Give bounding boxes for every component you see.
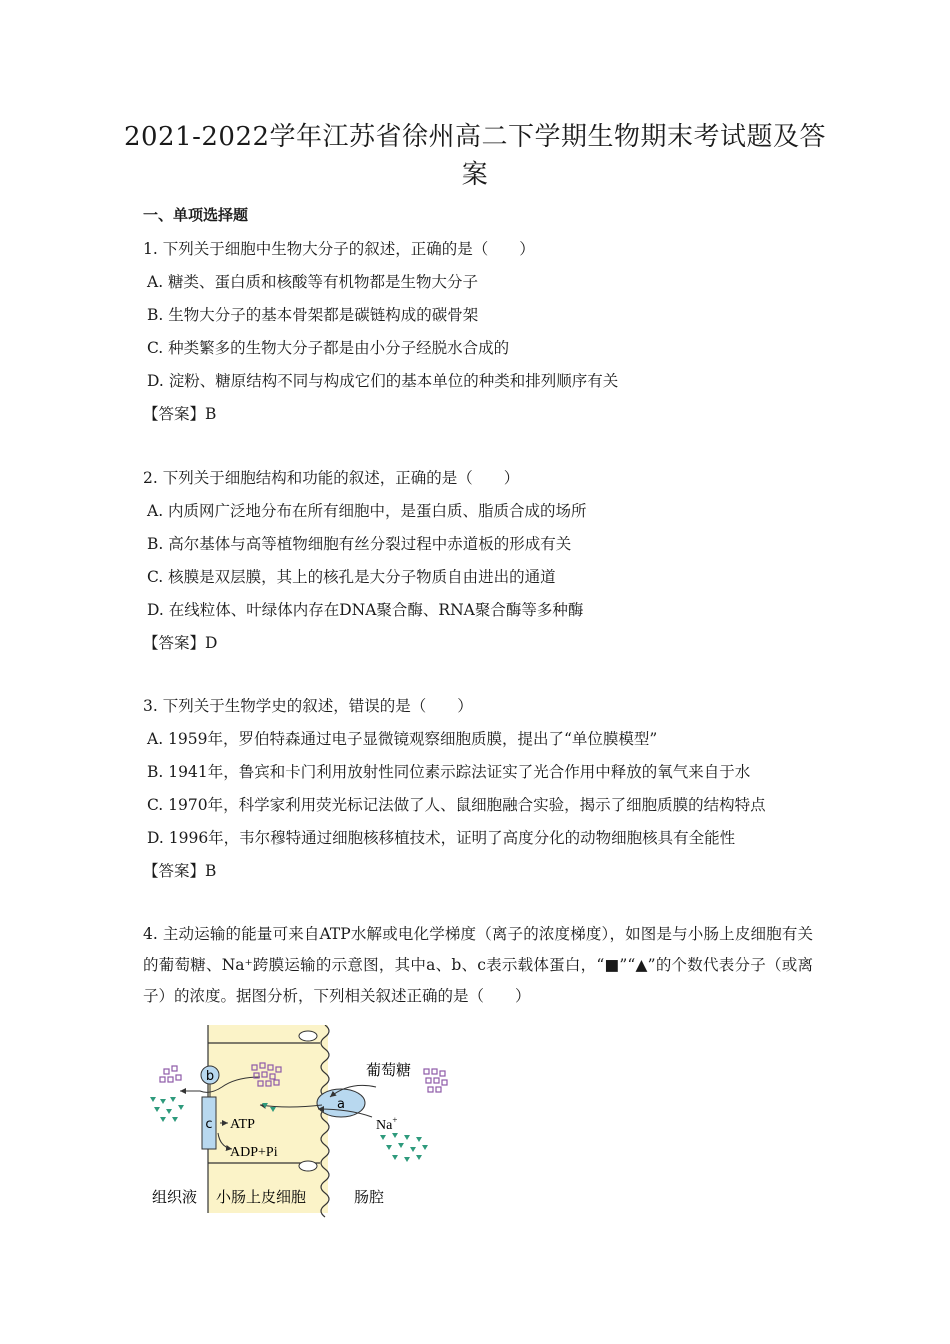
carrier-a-label: a [337,1097,345,1112]
question-1-option-c: C. 种类繁多的生物大分子都是由小分子经脱水合成的 [147,339,510,357]
tight-junction-top [299,1031,317,1041]
question-2-option-d: D. 在线粒体、叶绿体内存在DNA聚合酶、RNA聚合酶等多种酶 [147,601,584,619]
carrier-c-label: c [205,1117,213,1132]
question-1-stem: 1. 下列关于细胞中生物大分子的叙述，正确的是（ ） [143,240,535,258]
question-2-option-a: A. 内质网广泛地分布在所有细胞中，是蛋白质、脂质合成的场所 [147,502,587,520]
question-2-option-b: B. 高尔基体与高等植物细胞有丝分裂过程中赤道板的形成有关 [147,535,572,553]
question-3-answer: 【答案】B [143,862,217,880]
glucose-molecules-tissue [160,1066,181,1082]
question-2-stem: 2. 下列关于细胞结构和功能的叙述，正确的是（ ） [143,469,520,487]
section-heading: 一、单项选择题 [143,206,249,224]
adp-label: ADP+Pi [230,1145,278,1160]
tight-junction-bottom [299,1161,317,1171]
epithelial-cell-body [205,1025,328,1213]
question-3-option-a: A. 1959年，罗伯特森通过电子显微镜观察细胞质膜，提出了“单位膜模型” [147,730,658,748]
question-1-option-d: D. 淀粉、糖原结构不同与构成它们的基本单位的种类和排列顺序有关 [147,372,619,390]
question-3-stem: 3. 下列关于生物学史的叙述，错误的是（ ） [143,697,473,715]
membrane-transport-diagram [140,1025,460,1220]
sodium-label [376,1115,397,1133]
tissue-fluid-label: 组织液 [152,1188,198,1206]
question-2-option-c: C. 核膜是双层膜，其上的核孔是大分子物质自由进出的通道 [147,568,556,586]
atp-label: ATP [230,1117,255,1132]
sodium-ions-tissue [150,1097,184,1122]
question-2-answer: 【答案】D [143,634,218,652]
question-1-option-b: B. 生物大分子的基本骨架都是碳链构成的碳骨架 [147,306,479,324]
sodium-label-charge: + [392,1115,398,1125]
question-1-answer: 【答案】B [143,405,217,423]
question-3-option-d: D. 1996年，韦尔穆特通过细胞核移植技术，证明了高度分化的动物细胞核具有全能性 [147,829,736,847]
glucose-molecules-lumen [424,1069,447,1092]
question-3-option-b: B. 1941年，鲁宾和卡门利用放射性同位素示踪法证实了光合作用中释放的氧气来自于水 [147,763,751,781]
intestinal-lumen-label: 肠腔 [354,1188,385,1206]
question-1-option-a: A. 糖类、蛋白质和核酸等有机物都是生物大分子 [147,273,479,291]
carrier-b-label: b [205,1069,215,1084]
epithelial-cell-label: 小肠上皮细胞 [216,1188,307,1206]
glucose-label: 葡萄糖 [366,1061,412,1079]
sodium-label-base: Na [376,1118,393,1133]
sodium-ions-lumen [380,1133,428,1162]
page-title: 2021-2022学年江苏省徐州高二下学期生物期末考试题及答案 [123,122,827,190]
question-4-stem: 4. 主动运输的能量可来自ATP水解或电化学梯度（离子的浓度梯度），如图是与小肠上皮细胞有关的葡萄糖、Na⁺跨膜运输的示意图，其中a、b、c表示载体蛋白，“■”“▲”的个数代表分子（或离子）的浓度。据图分析，下列相关叙述正确的是（ ） [143,925,813,1005]
question-3-option-c: C. 1970年，科学家利用荧光标记法做了人、鼠细胞融合实验，揭示了细胞质膜的结构特点 [147,796,766,814]
